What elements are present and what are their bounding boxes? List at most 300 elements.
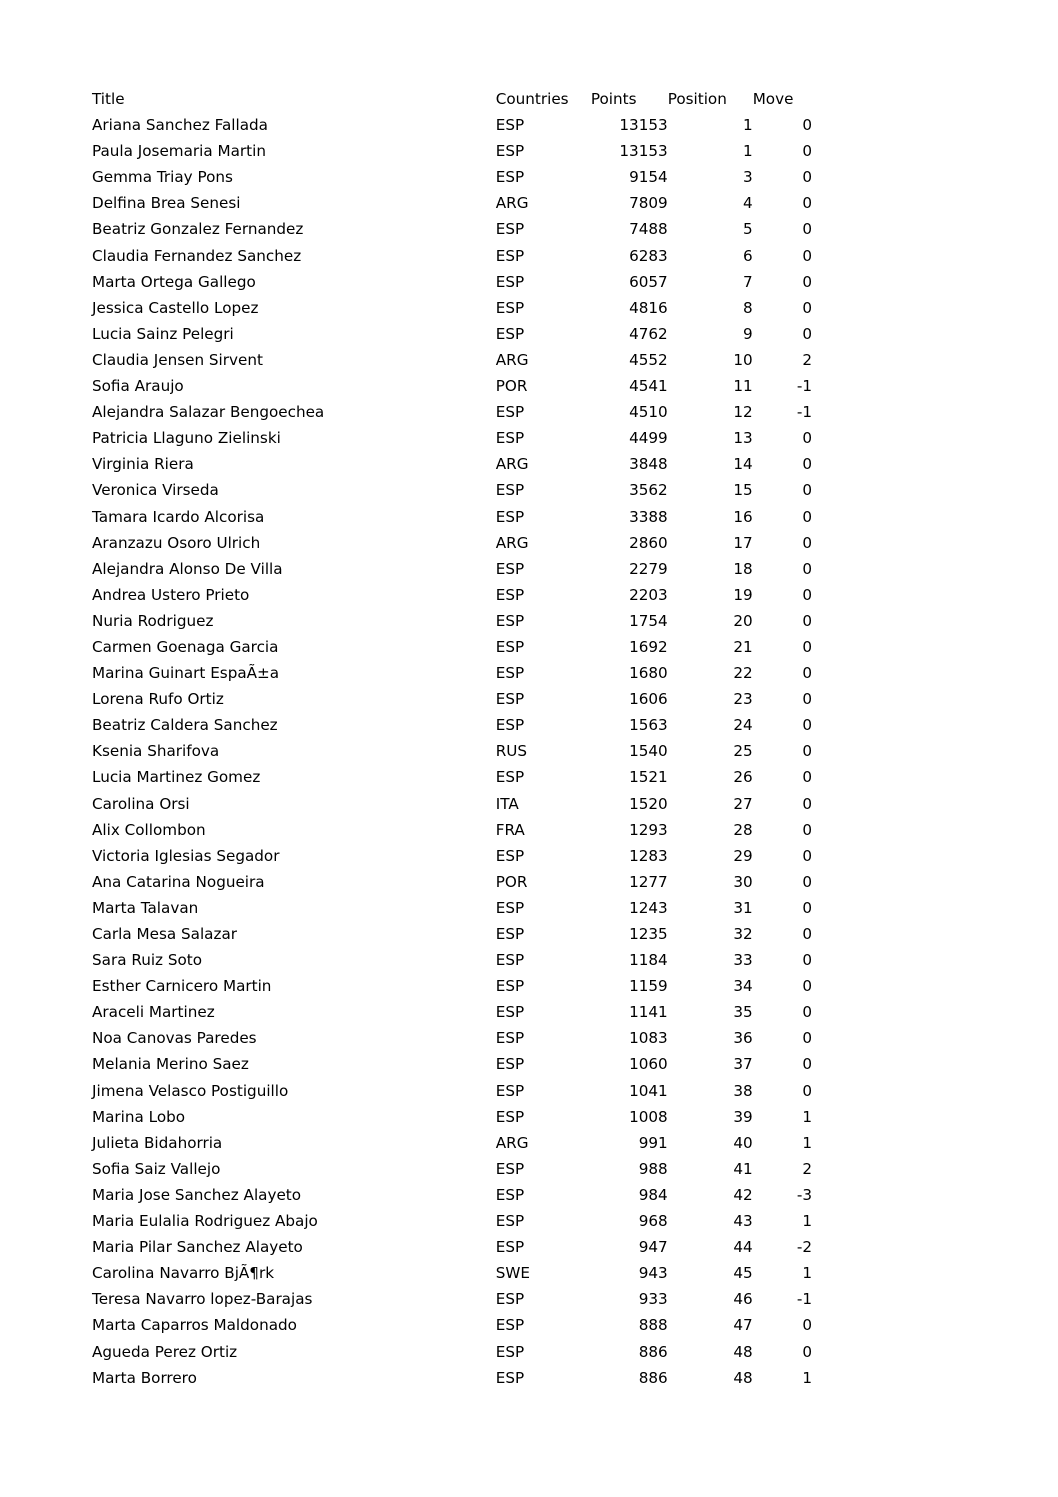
table-row bbox=[92, 1345, 812, 1371]
table-row bbox=[92, 379, 812, 405]
cell-points: 1041 bbox=[629, 1081, 668, 1100]
table-row bbox=[92, 353, 812, 379]
cell-title: Teresa Navarro lopez-Barajas bbox=[92, 1290, 313, 1309]
cell-country: ESP bbox=[495, 1290, 525, 1309]
cell-country: FRA bbox=[495, 820, 525, 839]
cell-move: 0 bbox=[802, 637, 812, 656]
cell-points: 984 bbox=[638, 1185, 668, 1204]
cell-title: Marta Caparros Maldonado bbox=[92, 1316, 297, 1335]
cell-title: Jessica Castello Lopez bbox=[92, 298, 259, 317]
cell-title: Maria Jose Sanchez Alayeto bbox=[92, 1185, 302, 1204]
table-row bbox=[92, 953, 812, 979]
column-header-countries: Countries bbox=[495, 90, 569, 108]
cell-points: 1680 bbox=[629, 664, 668, 683]
cell-move: 0 bbox=[802, 611, 812, 630]
cell-move: 0 bbox=[802, 455, 812, 474]
cell-move: 1 bbox=[802, 1107, 812, 1126]
cell-points: 4510 bbox=[629, 403, 668, 422]
cell-move: -1 bbox=[796, 377, 812, 396]
table-row bbox=[92, 1057, 812, 1083]
cell-points: 6283 bbox=[629, 246, 668, 265]
cell-country: POR bbox=[495, 872, 528, 891]
table-header-row bbox=[92, 92, 812, 118]
cell-title: Lucia Martinez Gomez bbox=[92, 768, 261, 787]
cell-title: Marta Ortega Gallego bbox=[92, 272, 256, 291]
cell-points: 1520 bbox=[629, 794, 668, 813]
table-row bbox=[92, 1266, 812, 1292]
cell-title: Lucia Sainz Pelegri bbox=[92, 324, 234, 343]
cell-title: Veronica Virseda bbox=[92, 481, 219, 500]
cell-country: ESP bbox=[495, 1212, 525, 1231]
cell-title: Alejandra Alonso De Villa bbox=[92, 559, 283, 578]
cell-position: 9 bbox=[743, 324, 753, 343]
table-row bbox=[92, 327, 812, 353]
cell-move: 0 bbox=[802, 194, 812, 213]
cell-position: 7 bbox=[743, 272, 753, 291]
table-row bbox=[92, 301, 812, 327]
cell-move: 1 bbox=[802, 1368, 812, 1387]
cell-position: 22 bbox=[733, 664, 753, 683]
cell-title: Araceli Martinez bbox=[92, 1003, 215, 1022]
cell-move: 0 bbox=[802, 1055, 812, 1074]
cell-country: SWE bbox=[495, 1264, 531, 1283]
cell-title: Ksenia Sharifova bbox=[92, 742, 220, 761]
table-row bbox=[92, 875, 812, 901]
cell-title: Marta Borrero bbox=[92, 1368, 197, 1387]
cell-points: 1159 bbox=[629, 977, 668, 996]
cell-title: Paula Josemaria Martin bbox=[92, 142, 266, 161]
cell-move: 0 bbox=[802, 533, 812, 552]
cell-move: 1 bbox=[802, 1212, 812, 1231]
cell-points: 6057 bbox=[629, 272, 668, 291]
cell-points: 943 bbox=[638, 1264, 668, 1283]
cell-position: 19 bbox=[733, 585, 753, 604]
cell-position: 12 bbox=[733, 403, 753, 422]
cell-position: 1 bbox=[743, 116, 753, 135]
table-row bbox=[92, 1292, 812, 1318]
cell-points: 4552 bbox=[629, 350, 668, 369]
cell-position: 23 bbox=[733, 690, 753, 709]
table-row bbox=[92, 562, 812, 588]
cell-points: 13153 bbox=[619, 116, 668, 135]
cell-title: Alix Collombon bbox=[92, 820, 206, 839]
cell-country: ESP bbox=[495, 1055, 525, 1074]
table-row bbox=[92, 170, 812, 196]
cell-position: 27 bbox=[733, 794, 753, 813]
cell-title: Carolina Orsi bbox=[92, 794, 190, 813]
cell-position: 11 bbox=[733, 377, 753, 396]
cell-country: ESP bbox=[495, 481, 525, 500]
cell-move: 0 bbox=[802, 1081, 812, 1100]
cell-move: 0 bbox=[802, 481, 812, 500]
cell-country: ESP bbox=[495, 246, 525, 265]
cell-country: ESP bbox=[495, 768, 525, 787]
cell-position: 17 bbox=[733, 533, 753, 552]
cell-title: Beatriz Gonzalez Fernandez bbox=[92, 220, 304, 239]
cell-move: 0 bbox=[802, 272, 812, 291]
cell-points: 1521 bbox=[629, 768, 668, 787]
cell-points: 3848 bbox=[629, 455, 668, 474]
cell-position: 41 bbox=[733, 1159, 753, 1178]
cell-points: 13153 bbox=[619, 142, 668, 161]
cell-move: 0 bbox=[802, 690, 812, 709]
cell-position: 4 bbox=[743, 194, 753, 213]
cell-title: Ariana Sanchez Fallada bbox=[92, 116, 268, 135]
cell-move: 0 bbox=[802, 116, 812, 135]
cell-position: 33 bbox=[733, 951, 753, 970]
cell-move: 0 bbox=[802, 925, 812, 943]
table-row bbox=[92, 823, 812, 849]
cell-country: ESP bbox=[495, 142, 525, 161]
cell-points: 1184 bbox=[629, 951, 668, 970]
cell-move: 0 bbox=[802, 324, 812, 343]
table-row bbox=[92, 1005, 812, 1031]
cell-points: 2860 bbox=[629, 533, 668, 552]
cell-title: Sofia Araujo bbox=[92, 377, 184, 396]
cell-country: RUS bbox=[495, 742, 528, 761]
cell-position: 21 bbox=[733, 637, 753, 656]
cell-points: 7809 bbox=[629, 194, 668, 213]
cell-points: 1235 bbox=[629, 925, 668, 943]
cell-country: ARG bbox=[495, 194, 529, 213]
cell-points: 888 bbox=[638, 1316, 668, 1335]
cell-points: 9154 bbox=[629, 168, 668, 187]
cell-move: 0 bbox=[802, 559, 812, 578]
column-header-position: Position bbox=[667, 90, 727, 108]
cell-country: ESP bbox=[495, 716, 525, 735]
cell-position: 18 bbox=[733, 559, 753, 578]
table-row bbox=[92, 614, 812, 640]
cell-title: Nuria Rodriguez bbox=[92, 611, 214, 630]
cell-position: 39 bbox=[733, 1107, 753, 1126]
cell-country: ESP bbox=[495, 664, 525, 683]
table-row bbox=[92, 927, 812, 953]
cell-points: 886 bbox=[638, 1342, 668, 1361]
table-row bbox=[92, 1214, 812, 1240]
cell-title: Julieta Bidahorria bbox=[92, 1133, 223, 1152]
cell-position: 1 bbox=[743, 142, 753, 161]
cell-move: 0 bbox=[802, 977, 812, 996]
cell-points: 4541 bbox=[629, 377, 668, 396]
table-row bbox=[92, 196, 812, 222]
cell-title: Beatriz Caldera Sanchez bbox=[92, 716, 278, 735]
cell-points: 1008 bbox=[629, 1107, 668, 1126]
cell-country: ESP bbox=[495, 1368, 525, 1387]
table-row bbox=[92, 1110, 812, 1136]
cell-points: 1754 bbox=[629, 611, 668, 630]
cell-move: 0 bbox=[802, 142, 812, 161]
cell-points: 2279 bbox=[629, 559, 668, 578]
cell-move: -3 bbox=[796, 1185, 812, 1204]
table-row bbox=[92, 144, 812, 170]
cell-move: 0 bbox=[802, 846, 812, 865]
cell-position: 28 bbox=[733, 820, 753, 839]
cell-position: 30 bbox=[733, 872, 753, 891]
cell-move: 0 bbox=[802, 664, 812, 683]
cell-title: Carmen Goenaga Garcia bbox=[92, 637, 279, 656]
cell-points: 1293 bbox=[629, 820, 668, 839]
cell-position: 5 bbox=[743, 220, 753, 239]
cell-country: ESP bbox=[495, 898, 525, 917]
cell-position: 29 bbox=[733, 846, 753, 865]
cell-position: 36 bbox=[733, 1029, 753, 1048]
cell-move: 0 bbox=[802, 168, 812, 187]
table-row bbox=[92, 431, 812, 457]
cell-title: Aranzazu Osoro Ulrich bbox=[92, 533, 261, 552]
table-row bbox=[92, 405, 812, 431]
cell-move: 1 bbox=[802, 1133, 812, 1152]
cell-title: Tamara Icardo Alcorisa bbox=[92, 507, 265, 526]
cell-position: 6 bbox=[743, 246, 753, 265]
cell-move: 0 bbox=[802, 820, 812, 839]
cell-country: ESP bbox=[495, 403, 525, 422]
cell-move: 0 bbox=[802, 585, 812, 604]
cell-position: 44 bbox=[733, 1238, 753, 1257]
cell-title: Jimena Velasco Postiguillo bbox=[92, 1081, 289, 1100]
cell-move: 0 bbox=[802, 1316, 812, 1335]
cell-points: 1243 bbox=[629, 898, 668, 917]
cell-country: ESP bbox=[495, 1029, 525, 1048]
cell-points: 2203 bbox=[629, 585, 668, 604]
cell-title: Victoria Iglesias Segador bbox=[92, 846, 280, 865]
cell-title: Lorena Rufo Ortiz bbox=[92, 690, 224, 709]
cell-title: Claudia Fernandez Sanchez bbox=[92, 246, 302, 265]
table-row bbox=[92, 692, 812, 718]
cell-move: 1 bbox=[802, 1264, 812, 1283]
cell-title: Ana Catarina Nogueira bbox=[92, 872, 265, 891]
cell-move: 0 bbox=[802, 716, 812, 735]
cell-country: ESP bbox=[495, 220, 525, 239]
table-row bbox=[92, 1318, 812, 1344]
cell-country: ESP bbox=[495, 1316, 525, 1335]
cell-position: 8 bbox=[743, 298, 753, 317]
cell-title: Melania Merino Saez bbox=[92, 1055, 249, 1074]
cell-position: 35 bbox=[733, 1003, 753, 1022]
cell-position: 34 bbox=[733, 977, 753, 996]
table-row bbox=[92, 640, 812, 666]
cell-points: 3562 bbox=[629, 481, 668, 500]
cell-country: ESP bbox=[495, 951, 525, 970]
cell-points: 1141 bbox=[629, 1003, 668, 1022]
cell-title: Noa Canovas Paredes bbox=[92, 1029, 257, 1048]
table-row bbox=[92, 718, 812, 744]
cell-country: ESP bbox=[495, 1159, 525, 1178]
cell-points: 7488 bbox=[629, 220, 668, 239]
cell-country: ESP bbox=[495, 637, 525, 656]
cell-title: Patricia Llaguno Zielinski bbox=[92, 429, 281, 448]
cell-move: 0 bbox=[802, 872, 812, 891]
table-row bbox=[92, 1162, 812, 1188]
table-row bbox=[92, 1371, 812, 1397]
table-row bbox=[92, 249, 812, 275]
cell-points: 991 bbox=[638, 1133, 668, 1152]
cell-points: 4499 bbox=[629, 429, 668, 448]
table-row bbox=[92, 901, 812, 927]
cell-move: 0 bbox=[802, 1342, 812, 1361]
cell-title: Maria Eulalia Rodriguez Abajo bbox=[92, 1212, 318, 1231]
table-row bbox=[92, 770, 812, 796]
column-header-points: Points bbox=[590, 90, 637, 108]
table-row bbox=[92, 222, 812, 248]
cell-position: 14 bbox=[733, 455, 753, 474]
cell-points: 1283 bbox=[629, 846, 668, 865]
cell-move: -2 bbox=[796, 1238, 812, 1257]
cell-points: 886 bbox=[638, 1368, 668, 1387]
table-row bbox=[92, 797, 812, 823]
cell-points: 968 bbox=[638, 1212, 668, 1231]
cell-title: Marta Talavan bbox=[92, 898, 199, 917]
cell-move: 0 bbox=[802, 1029, 812, 1048]
cell-move: 0 bbox=[802, 298, 812, 317]
cell-country: ESP bbox=[495, 168, 525, 187]
table-row bbox=[92, 588, 812, 614]
cell-title: Marina Guinart EspaÃ±a bbox=[92, 664, 280, 683]
cell-position: 37 bbox=[733, 1055, 753, 1074]
cell-move: 0 bbox=[802, 951, 812, 970]
cell-position: 31 bbox=[733, 898, 753, 917]
column-header-title: Title bbox=[92, 90, 125, 108]
cell-position: 45 bbox=[733, 1264, 753, 1283]
cell-move: 0 bbox=[802, 507, 812, 526]
cell-country: ESP bbox=[495, 1185, 525, 1204]
table-row bbox=[92, 536, 812, 562]
cell-move: -1 bbox=[796, 1290, 812, 1309]
cell-title: Agueda Perez Ortiz bbox=[92, 1342, 238, 1361]
table-row bbox=[92, 457, 812, 483]
cell-title: Sara Ruiz Soto bbox=[92, 951, 203, 970]
cell-points: 1083 bbox=[629, 1029, 668, 1048]
cell-position: 32 bbox=[733, 925, 753, 943]
cell-title: Carla Mesa Salazar bbox=[92, 925, 238, 943]
cell-country: ARG bbox=[495, 1133, 529, 1152]
cell-title: Claudia Jensen Sirvent bbox=[92, 350, 263, 369]
cell-country: ESP bbox=[495, 1003, 525, 1022]
cell-country: ESP bbox=[495, 1342, 525, 1361]
cell-country: ESP bbox=[495, 559, 525, 578]
table-row bbox=[92, 849, 812, 875]
cell-points: 947 bbox=[638, 1238, 668, 1257]
cell-country: ESP bbox=[495, 1238, 525, 1257]
cell-position: 38 bbox=[733, 1081, 753, 1100]
cell-title: Alejandra Salazar Bengoechea bbox=[92, 403, 325, 422]
cell-move: 0 bbox=[802, 246, 812, 265]
cell-title: Virginia Riera bbox=[92, 455, 194, 474]
cell-title: Andrea Ustero Prieto bbox=[92, 585, 250, 604]
cell-country: ESP bbox=[495, 324, 525, 343]
cell-position: 43 bbox=[733, 1212, 753, 1231]
cell-country: ESP bbox=[495, 585, 525, 604]
cell-points: 988 bbox=[638, 1159, 668, 1178]
cell-position: 42 bbox=[733, 1185, 753, 1204]
cell-country: ESP bbox=[495, 272, 525, 291]
table-header bbox=[92, 92, 812, 118]
cell-position: 16 bbox=[733, 507, 753, 526]
cell-country: ESP bbox=[495, 507, 525, 526]
cell-title: Gemma Triay Pons bbox=[92, 168, 233, 187]
cell-country: ESP bbox=[495, 429, 525, 448]
cell-points: 3388 bbox=[629, 507, 668, 526]
table-row bbox=[92, 979, 812, 1005]
table-row bbox=[92, 666, 812, 692]
cell-country: ITA bbox=[495, 794, 519, 813]
cell-country: ESP bbox=[495, 1107, 525, 1126]
cell-country: ESP bbox=[495, 116, 525, 135]
cell-position: 40 bbox=[733, 1133, 753, 1152]
table-row bbox=[92, 1031, 812, 1057]
cell-country: ESP bbox=[495, 298, 525, 317]
table-row bbox=[92, 744, 812, 770]
cell-country: ARG bbox=[495, 455, 529, 474]
cell-country: POR bbox=[495, 377, 528, 396]
cell-position: 13 bbox=[733, 429, 753, 448]
table-row bbox=[92, 1240, 812, 1266]
ranking-table bbox=[92, 92, 812, 1397]
cell-country: ESP bbox=[495, 977, 525, 996]
cell-position: 48 bbox=[733, 1342, 753, 1361]
cell-country: ESP bbox=[495, 925, 525, 943]
cell-points: 1692 bbox=[629, 637, 668, 656]
cell-points: 1060 bbox=[629, 1055, 668, 1074]
cell-position: 26 bbox=[733, 768, 753, 787]
cell-move: 0 bbox=[802, 768, 812, 787]
cell-position: 25 bbox=[733, 742, 753, 761]
cell-title: Marina Lobo bbox=[92, 1107, 186, 1126]
table-row bbox=[92, 510, 812, 536]
cell-points: 4762 bbox=[629, 324, 668, 343]
cell-title: Delfina Brea Senesi bbox=[92, 194, 241, 213]
cell-position: 46 bbox=[733, 1290, 753, 1309]
cell-points: 4816 bbox=[629, 298, 668, 317]
cell-title: Esther Carnicero Martin bbox=[92, 977, 272, 996]
cell-country: ARG bbox=[495, 533, 529, 552]
cell-points: 1563 bbox=[629, 716, 668, 735]
cell-position: 24 bbox=[733, 716, 753, 735]
table-body bbox=[92, 118, 812, 1397]
cell-country: ESP bbox=[495, 611, 525, 630]
cell-move: 0 bbox=[802, 794, 812, 813]
table-row bbox=[92, 118, 812, 144]
cell-position: 15 bbox=[733, 481, 753, 500]
cell-move: 0 bbox=[802, 1003, 812, 1022]
cell-move: 0 bbox=[802, 742, 812, 761]
cell-move: -1 bbox=[796, 403, 812, 422]
table-row bbox=[92, 1188, 812, 1214]
cell-title: Carolina Navarro BjÃ¶rk bbox=[92, 1264, 275, 1283]
column-header-move: Move bbox=[752, 90, 794, 108]
cell-position: 10 bbox=[733, 350, 753, 369]
cell-position: 3 bbox=[743, 168, 753, 187]
cell-move: 0 bbox=[802, 429, 812, 448]
cell-move: 0 bbox=[802, 220, 812, 239]
cell-title: Sofia Saiz Vallejo bbox=[92, 1159, 221, 1178]
cell-country: ESP bbox=[495, 846, 525, 865]
table-row bbox=[92, 1136, 812, 1162]
table-row bbox=[92, 275, 812, 301]
cell-title: Maria Pilar Sanchez Alayeto bbox=[92, 1238, 303, 1257]
table-row bbox=[92, 1084, 812, 1110]
cell-position: 48 bbox=[733, 1368, 753, 1387]
cell-move: 2 bbox=[802, 350, 812, 369]
cell-country: ARG bbox=[495, 350, 529, 369]
cell-position: 47 bbox=[733, 1316, 753, 1335]
cell-country: ESP bbox=[495, 690, 525, 709]
cell-points: 1540 bbox=[629, 742, 668, 761]
cell-move: 2 bbox=[802, 1159, 812, 1178]
cell-points: 1606 bbox=[629, 690, 668, 709]
cell-country: ESP bbox=[495, 1081, 525, 1100]
table-row bbox=[92, 483, 812, 509]
cell-position: 20 bbox=[733, 611, 753, 630]
